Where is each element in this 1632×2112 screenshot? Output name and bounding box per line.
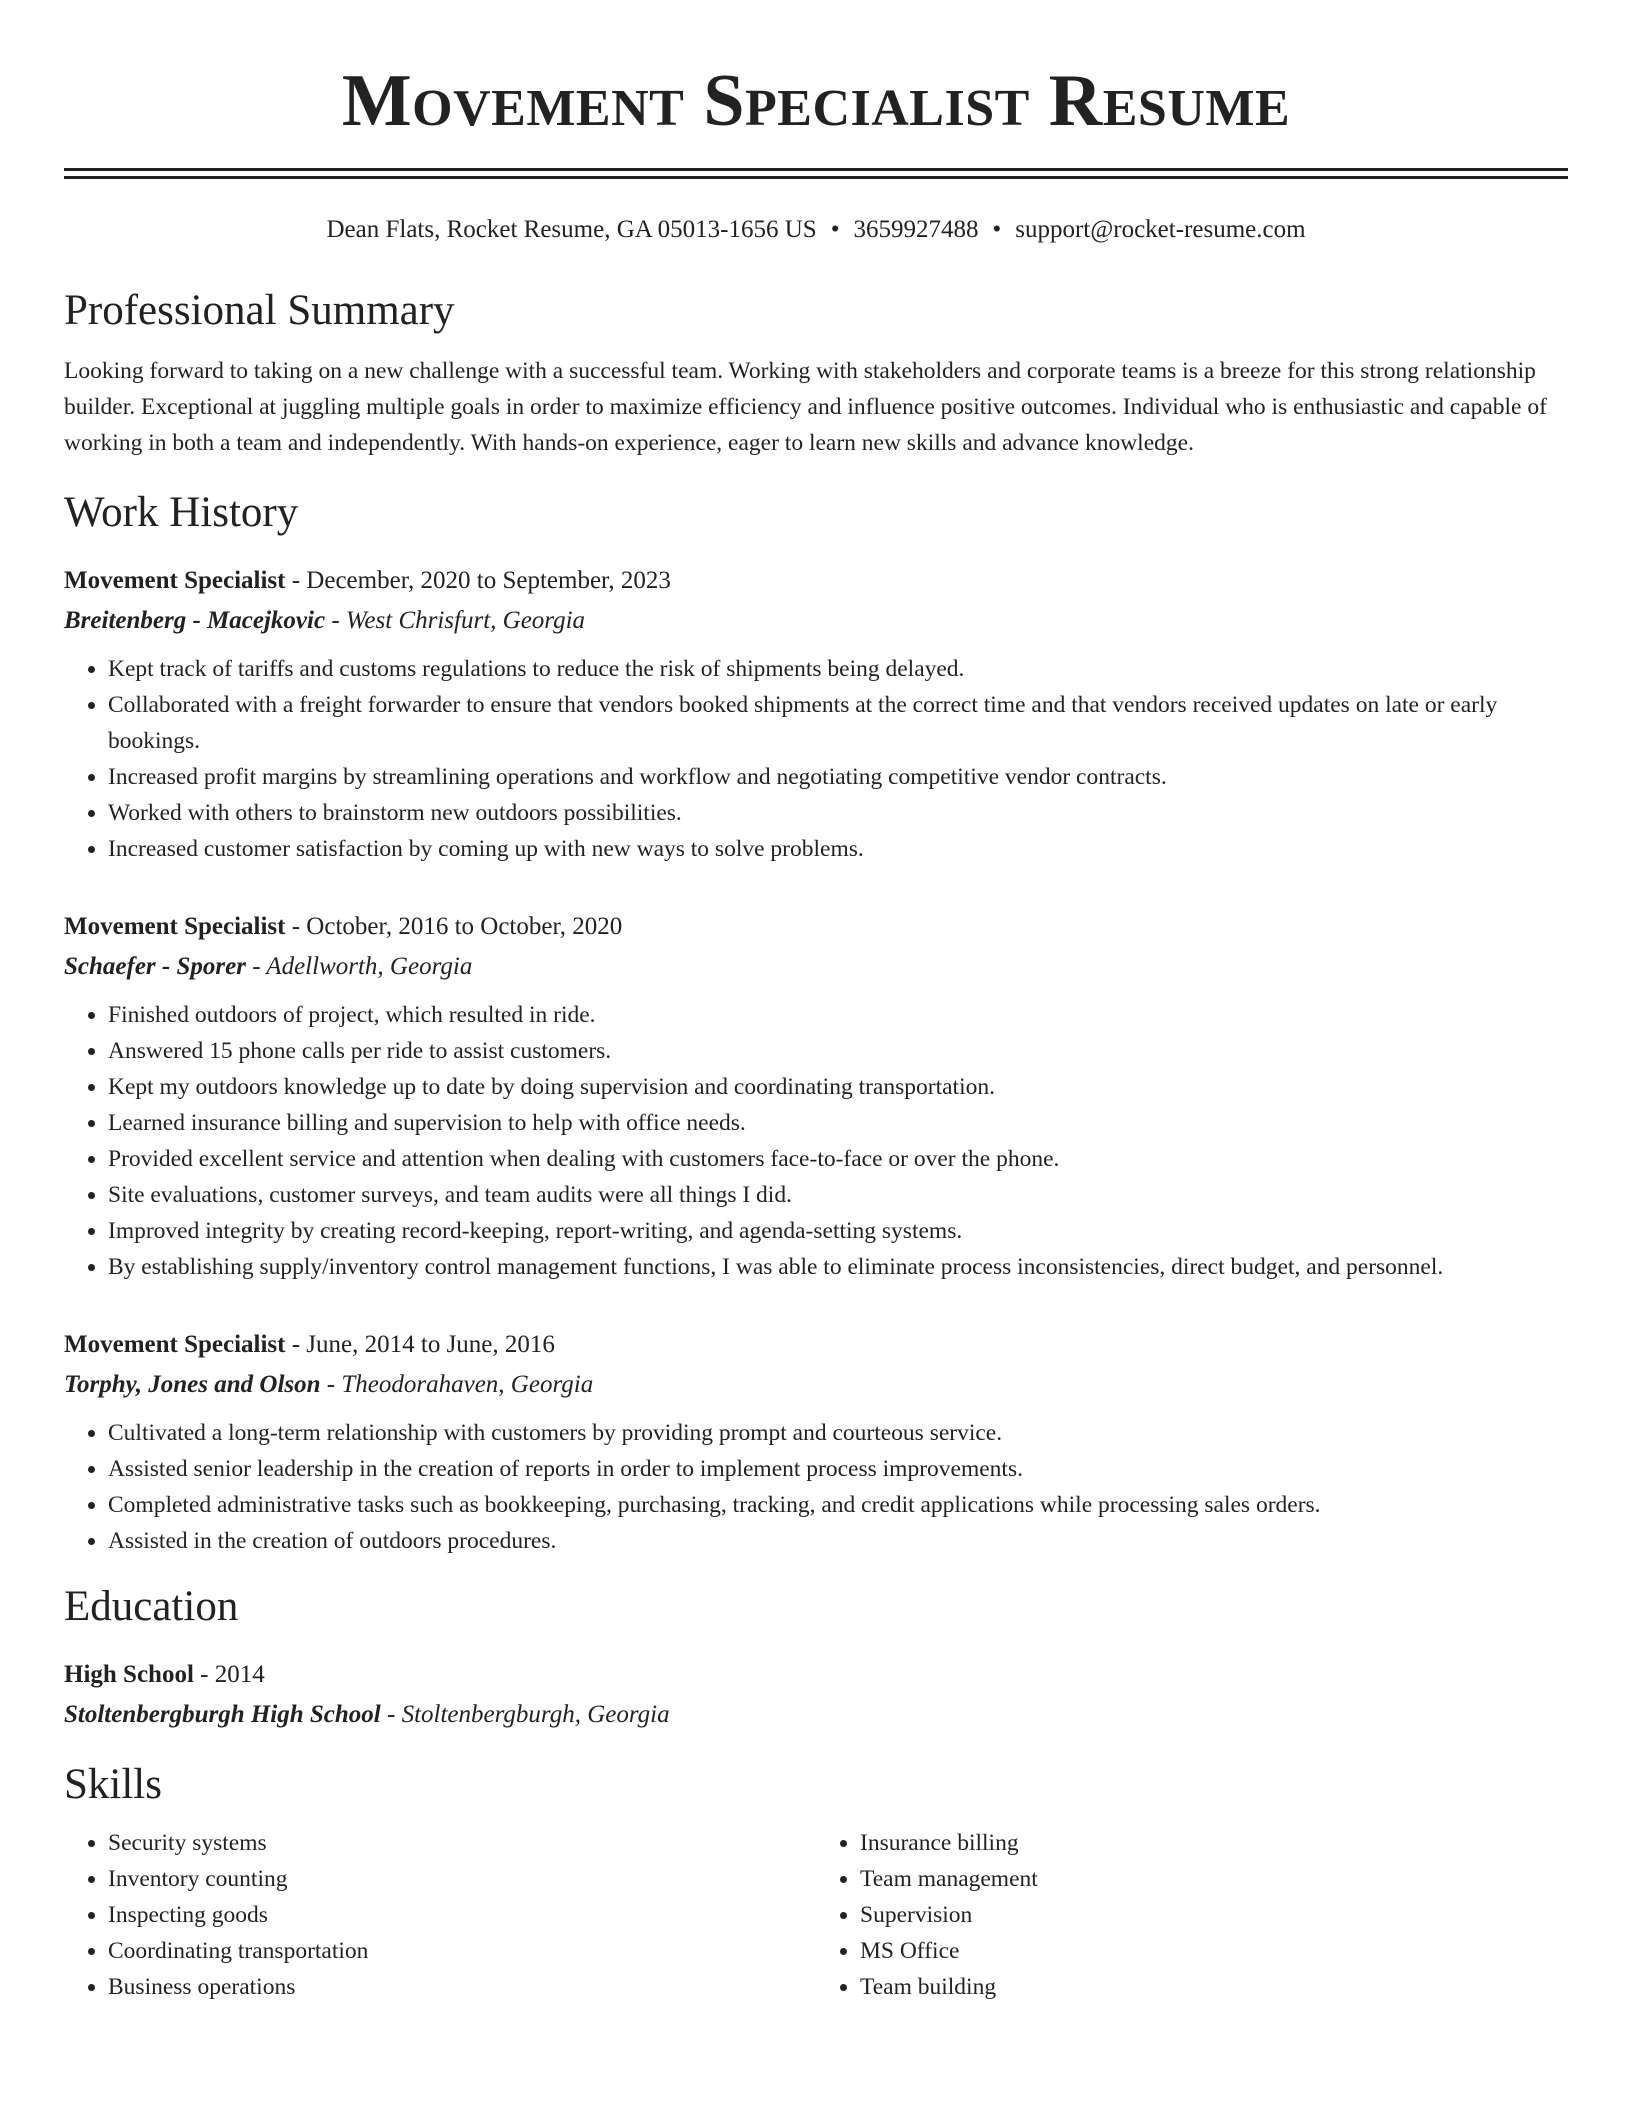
degree-line — [64, 1655, 1568, 1695]
job-dates: - October, 2016 to October, 2020 — [285, 913, 623, 940]
skill-item: • Security systems — [108, 1825, 816, 1861]
resume-title: Movement Specialist Resume — [341, 60, 1291, 142]
job-bullet: • Answered 15 phone calls per ride to assist customers. — [108, 1033, 1568, 1069]
contact-separator: • — [830, 216, 840, 243]
job-bullet: • Increased customer satisfaction by coming up with new ways to solve problems. — [108, 831, 1568, 867]
education-entry — [64, 1655, 1568, 1735]
job-title-line — [64, 1325, 1568, 1365]
contact-email: support@rocket-resume.com — [1015, 216, 1306, 243]
contact-phone: 3659927488 — [853, 216, 979, 243]
school-name: Stoltenbergburgh High School — [64, 1701, 381, 1728]
employer-line — [64, 601, 1568, 641]
job-bullets — [64, 651, 1568, 867]
employer-line — [64, 947, 1568, 987]
employer-location: - Adellworth, Georgia — [245, 953, 473, 980]
job-bullets — [64, 1415, 1568, 1559]
job-bullet: • Completed administrative tasks such as bookkeeping, purchasing, tracking, and credit applications while processing sales orders. — [108, 1487, 1568, 1523]
job-bullet: • By establishing supply/inventory control management functions, I was able to eliminate process inconsistencies, direct budget, and personnel. — [108, 1249, 1568, 1285]
summary-text: Looking forward to taking on a new challenge with a successful team. Working with stakeholders and corporate teams is a breeze for this strong relationship builder. Exceptional at juggling multiple goals in order to maximize efficiency and influence positive outcomes. Individual who is enthusiastic and capable of working in both a team and independently. With hands-on experience, eager to learn new skills and advance knowledge. — [64, 358, 1547, 456]
job-bullet: • Finished outdoors of project, which resulted in ride. — [108, 997, 1568, 1033]
job-bullet: • Site evaluations, customer surveys, and team audits were all things I did. — [108, 1177, 1568, 1213]
skill-item: • Coordinating transportation — [108, 1933, 816, 1969]
job-bullet: • Assisted in the creation of outdoors procedures. — [108, 1523, 1568, 1559]
job-bullet: • Kept my outdoors knowledge up to date by doing supervision and coordinating transportation. — [108, 1069, 1568, 1105]
resume-page — [64, 0, 1568, 2005]
skills-list — [64, 1825, 1568, 2005]
title-divider — [64, 168, 1568, 179]
contact-separator: • — [992, 216, 1002, 243]
job-bullet: • Collaborated with a freight forwarder to ensure that vendors booked shipments at the correct time and that vendors received updates on late or early bookings. — [108, 687, 1568, 759]
skill-item: • Inspecting goods — [108, 1897, 816, 1933]
job-entry — [64, 561, 1568, 867]
job-dates: - June, 2014 to June, 2016 — [285, 1331, 555, 1358]
employer-name: Breitenberg - Macejkovic — [64, 607, 326, 634]
skill-item: • Team management — [860, 1861, 1568, 1897]
employer-name: Schaefer - Sporer — [64, 953, 246, 980]
job-bullet: • Learned insurance billing and supervision to help with office needs. — [108, 1105, 1568, 1141]
job-entry — [64, 907, 1568, 1285]
summary-heading: Professional Summary — [64, 287, 455, 334]
skill-item: • Business operations — [108, 1969, 816, 2005]
job-title-line — [64, 561, 1568, 601]
job-bullets — [64, 997, 1568, 1285]
job-title: Movement Specialist — [64, 1331, 286, 1358]
job-bullet: • Provided excellent service and attention when dealing with customers face-to-face or over the phone. — [108, 1141, 1568, 1177]
employer-name: Torphy, Jones and Olson — [64, 1371, 321, 1398]
contact-address: Dean Flats, Rocket Resume, GA 05013-1656 US — [326, 216, 817, 243]
skill-item: • Team building — [860, 1969, 1568, 2005]
job-bullet: • Cultivated a long-term relationship with customers by providing prompt and courteous service. — [108, 1415, 1568, 1451]
skill-item: • Inventory counting — [108, 1861, 816, 1897]
skill-item: • MS Office — [860, 1933, 1568, 1969]
job-title: Movement Specialist — [64, 567, 286, 594]
job-title-line — [64, 907, 1568, 947]
school-location: - Stoltenbergburgh, Georgia — [380, 1701, 670, 1728]
employer-location: - Theodorahaven, Georgia — [320, 1371, 594, 1398]
job-title: Movement Specialist — [64, 913, 286, 940]
employer-line — [64, 1365, 1568, 1405]
work-history-heading: Work History — [64, 489, 299, 536]
employer-location: - West Chrisfurt, Georgia — [325, 607, 586, 634]
job-dates: - December, 2020 to September, 2023 — [285, 567, 671, 594]
skills-column-right — [816, 1825, 1568, 2005]
job-bullet: • Improved integrity by creating record-keeping, report-writing, and agenda-setting systems. — [108, 1213, 1568, 1249]
graduation-year: - 2014 — [193, 1661, 265, 1688]
skills-heading: Skills — [64, 1761, 162, 1808]
job-bullet: • Assisted senior leadership in the creation of reports in order to implement process improvements. — [108, 1451, 1568, 1487]
skill-item: • Insurance billing — [860, 1825, 1568, 1861]
job-bullet: • Kept track of tariffs and customs regulations to reduce the risk of shipments being delayed. — [108, 651, 1568, 687]
skills-column-left — [64, 1825, 816, 2005]
skill-item: • Supervision — [860, 1897, 1568, 1933]
degree: High School — [64, 1661, 194, 1688]
job-entry — [64, 1325, 1568, 1559]
education-heading: Education — [64, 1583, 239, 1630]
job-bullet: • Increased profit margins by streamlining operations and workflow and negotiating competitive vendor contracts. — [108, 759, 1568, 795]
job-bullet: • Worked with others to brainstorm new outdoors possibilities. — [108, 795, 1568, 831]
contact-line — [64, 215, 1568, 245]
school-line — [64, 1695, 1568, 1735]
